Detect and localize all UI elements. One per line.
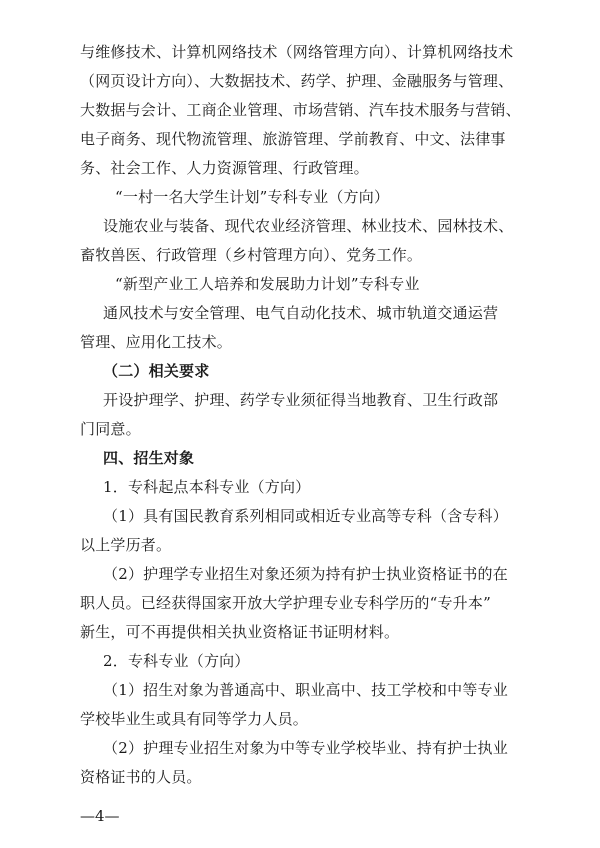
- body-line: （1）具有国民教育系列相同或相近专业高等专科（含专科）: [103, 507, 508, 525]
- body-line: 以上学历者。: [80, 536, 172, 554]
- body-line: 新生，可不再提供相关执业资格证书证明材料。: [80, 623, 400, 641]
- page-number: —4—: [80, 807, 120, 825]
- body-line: 畜牧兽医、行政管理（乡村管理方向）、党务工作。: [80, 246, 423, 264]
- body-line: 大数据与会计、工商企业管理、市场营销、汽车技术服务与营销、: [80, 101, 521, 119]
- body-line: 资格证书的人员。: [80, 768, 202, 786]
- body-line: 与维修技术、计算机网络技术（网络管理方向）、计算机网络技术: [80, 43, 514, 61]
- body-line: （网页设计方向）、大数据技术、药学、护理、金融服务与管理、: [80, 72, 514, 90]
- body-line: 务、社会工作、人力资源管理、行政管理。: [80, 159, 369, 177]
- body-line: 开设护理学、护理、药学专业须征得当地教育、卫生行政部: [103, 391, 499, 409]
- section-heading: 四、招生对象: [103, 449, 195, 467]
- body-line: （2）护理学专业招生对象还须为持有护士执业资格证书的在: [103, 565, 508, 583]
- section-subtitle: “一村一名大学生计划”专科专业（方向）: [115, 188, 390, 206]
- body-line: 设施农业与装备、现代农业经济管理、林业技术、园林技术、: [103, 217, 514, 235]
- body-line: （1）招生对象为普通高中、职业高中、技工学校和中等专业: [103, 681, 508, 699]
- body-line: 职人员。已经获得国家开放大学护理专业专科学历的“专升本”: [80, 594, 491, 612]
- body-line: 门同意。: [80, 420, 141, 438]
- body-line: 管理、应用化工技术。: [80, 333, 233, 351]
- section-heading: （二）相关要求: [103, 362, 210, 380]
- body-line: 学校毕业生或具有同等学力人员。: [80, 710, 309, 728]
- section-subtitle: “新型产业工人培养和发展助力计划”专科专业: [115, 275, 420, 293]
- body-line: 通风技术与安全管理、电气自动化技术、城市轨道交通运营: [103, 304, 499, 322]
- body-line: 电子商务、现代物流管理、旅游管理、学前教育、中文、法律事: [80, 130, 506, 148]
- subsection-heading: 1．专科起点本科专业（方向）: [103, 478, 311, 496]
- subsection-heading: 2．专科专业（方向）: [103, 652, 250, 670]
- body-line: （2）护理专业招生对象为中等专业学校毕业、持有护士执业: [103, 739, 508, 757]
